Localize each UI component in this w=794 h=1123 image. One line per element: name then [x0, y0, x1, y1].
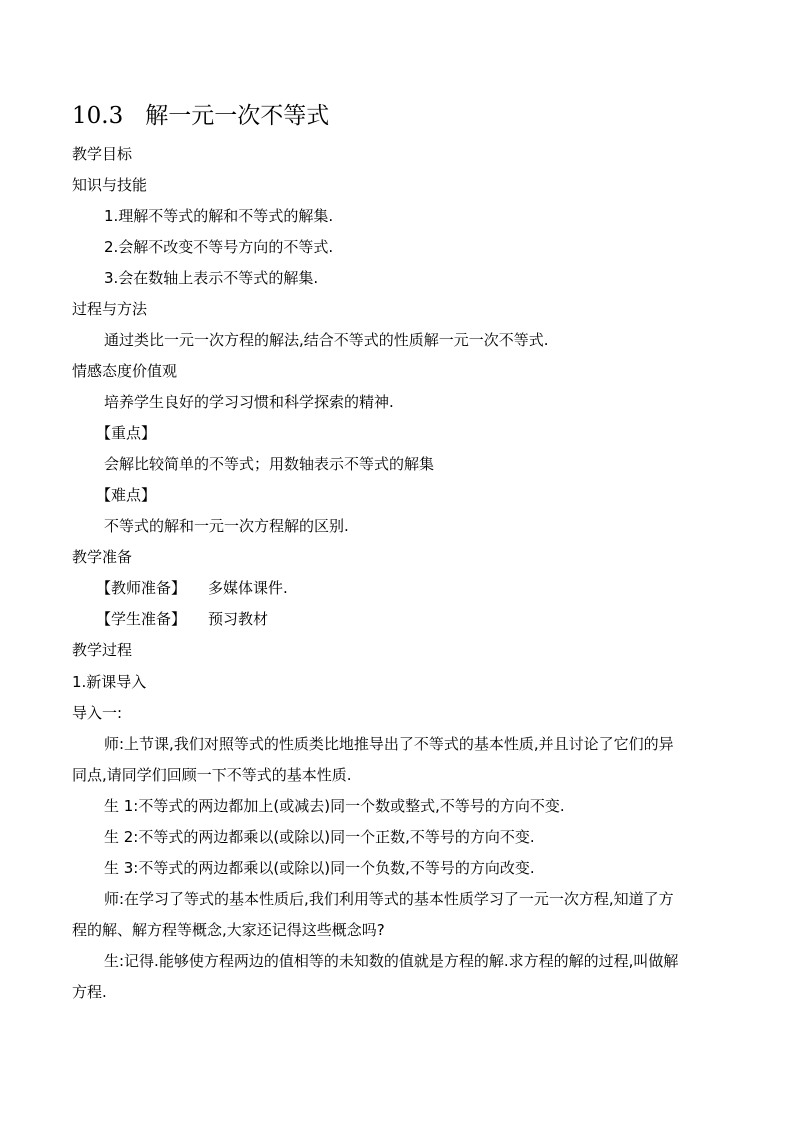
key-point-heading: 【重点】 [96, 424, 157, 442]
dialogue-line: 生 3:不等式的两边都乘以(或除以)同一个负数,不等号的方向改变. [104, 859, 535, 877]
student-preparation-text: 预习教材 [208, 610, 269, 628]
difficulty-text: 不等式的解和一元一次方程解的区别. [104, 517, 349, 535]
preparation-heading: 教学准备 [72, 548, 133, 566]
teacher-preparation-label: 【教师准备】 [96, 579, 187, 597]
dialogue-line: 师:在学习了等式的基本性质后,我们利用等式的基本性质学习了一元一次方程,知道了方 [104, 890, 674, 908]
dialogue-line: 生:记得.能够使方程两边的值相等的未知数的值就是方程的解.求方程的解的过程,叫做解 [104, 952, 679, 970]
attitude-heading: 情感态度价值观 [72, 362, 178, 380]
teacher-preparation [96, 578, 288, 598]
student-preparation-label: 【学生准备】 [96, 610, 187, 628]
intro-heading: 导入一: [72, 704, 123, 722]
step-heading: 1.新课导入 [72, 673, 147, 691]
knowledge-heading: 知识与技能 [72, 176, 148, 194]
teacher-preparation-text: 多媒体课件. [208, 579, 288, 597]
lesson-number: 10.3 [72, 103, 124, 129]
lesson-title [72, 100, 329, 132]
knowledge-item: 3.会在数轴上表示不等式的解集. [104, 269, 319, 287]
attitude-text: 培养学生良好的学习习惯和科学探索的精神. [104, 393, 394, 411]
objectives-heading: 教学目标 [72, 145, 133, 163]
dialogue-line: 程的解、解方程等概念,大家还记得这些概念吗? [72, 921, 385, 939]
dialogue-line: 方程. [72, 983, 107, 1001]
dialogue-line: 师:上节课,我们对照等式的性质类比地推导出了不等式的基本性质,并且讨论了它们的异 [104, 735, 674, 753]
teaching-process-heading: 教学过程 [72, 641, 133, 659]
difficulty-heading: 【难点】 [96, 486, 157, 504]
process-method-heading: 过程与方法 [72, 300, 148, 318]
process-method-text: 通过类比一元一次方程的解法,结合不等式的性质解一元一次不等式. [104, 331, 549, 349]
dialogue-line: 生 2:不等式的两边都乘以(或除以)同一个正数,不等号的方向不变. [104, 828, 535, 846]
dialogue-line: 同点,请同学们回顾一下不等式的基本性质. [72, 766, 352, 784]
knowledge-item: 2.会解不改变不等号方向的不等式. [104, 238, 334, 256]
knowledge-item: 1.理解不等式的解和不等式的解集. [104, 207, 334, 225]
lesson-title-text: 解一元一次不等式 [145, 103, 330, 129]
student-preparation [96, 609, 268, 629]
key-point-text: 会解比较简单的不等式；用数轴表示不等式的解集 [104, 455, 435, 473]
dialogue-line: 生 1:不等式的两边都加上(或减去)同一个数或整式,不等号的方向不变. [104, 797, 565, 815]
